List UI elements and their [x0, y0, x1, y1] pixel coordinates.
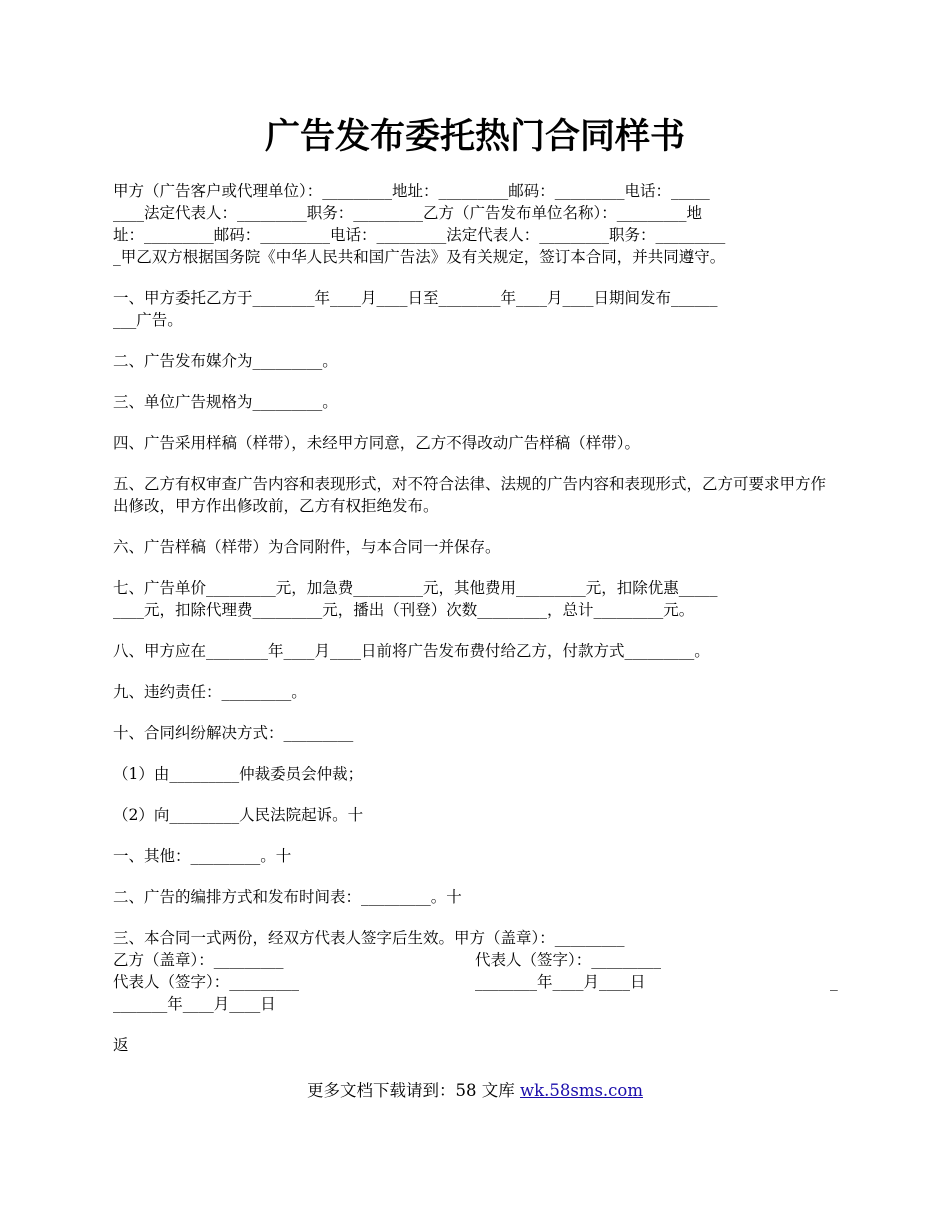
intro-line: ____法定代表人：_________职务：_________乙方（广告发布单位名称）：_________地 — [113, 204, 703, 222]
clause-7-line: 七、广告单价_________元，加急费_________元，其他费用_________元，扣除优惠_____ — [113, 579, 718, 597]
clause-2: 二、广告发布媒介为_________。 — [113, 352, 338, 370]
clause-10: 十、合同纠纷解决方式：_________ — [113, 724, 354, 742]
clause-1-line: 一、甲方委托乙方于________年____月____日至________年____月____日期间发布______ — [113, 289, 718, 307]
clause-1-line: ___广告。 — [113, 311, 183, 329]
download-footer — [0, 1079, 950, 1103]
clause-12: 二、广告的编排方式和发布时间表：_________。十 — [113, 888, 462, 906]
clause-11: 一、其他：_________。十 — [113, 847, 292, 865]
footer-link[interactable]: wk.58sms.com — [519, 1081, 643, 1100]
clause-10-option-2: （2）向_________人民法院起诉。十 — [113, 806, 364, 824]
clause-7-line: ____元，扣除代理费_________元，播出（刊登）次数_________，总计_________元。 — [113, 601, 695, 619]
intro-line: 址：_________邮码：_________电话：_________法定代表人：_________职务：_________ — [113, 226, 726, 244]
footer-text: 更多文档下载请到：58 文库 — [306, 1081, 520, 1100]
signature-row — [113, 971, 839, 993]
clause-13: 三、本合同一式两份，经双方代表人签字后生效。甲方（盖章）：_________ — [113, 929, 625, 947]
back-text: 返 — [113, 1036, 129, 1054]
party-b-seal: 乙方（盖章）：_________ — [113, 951, 284, 969]
clause-4: 四、广告采用样稿（样带），未经甲方同意，乙方不得改动广告样稿（样带）。 — [113, 434, 641, 452]
representative-signature: 代表人（签字）：_________ — [475, 951, 662, 969]
clause-3: 三、单位广告规格为_________。 — [113, 393, 338, 411]
clause-9: 九、违约责任：_________。 — [113, 683, 307, 701]
signature-row — [113, 993, 839, 1015]
clause-5: 五、乙方有权审查广告内容和表现形式，对不符合法律、法规的广告内容和表现形式，乙方可要求甲方作出修改，甲方作出修改前，乙方有权拒绝发布。 — [113, 475, 827, 515]
document-title: 广告发布委托热门合同样书 — [264, 116, 685, 157]
signature-date-line: _ — [830, 973, 838, 991]
intro-line: _甲乙双方根据国务院《中华人民共和国广告法》及有关规定，签订本合同，并共同遵守。 — [113, 248, 726, 266]
clause-10-option-1: （1）由_________仲裁委员会仲裁； — [113, 765, 364, 783]
clause-8: 八、甲方应在________年____月____日前将广告发布费付给乙方，付款方式_________。 — [113, 642, 710, 660]
representative-signature: 代表人（签字）：_________ — [113, 973, 300, 991]
intro-line: 甲方（广告客户或代理单位）：_________地址：_________邮码：_________电话：_____ — [113, 182, 710, 200]
contract-body — [113, 180, 839, 1075]
signature-row — [113, 949, 839, 971]
signature-date: ________年____月____日 — [475, 973, 646, 991]
clause-6: 六、广告样稿（样带）为合同附件，与本合同一并保存。 — [113, 538, 501, 556]
signature-date: _______年____月____日 — [113, 995, 276, 1013]
